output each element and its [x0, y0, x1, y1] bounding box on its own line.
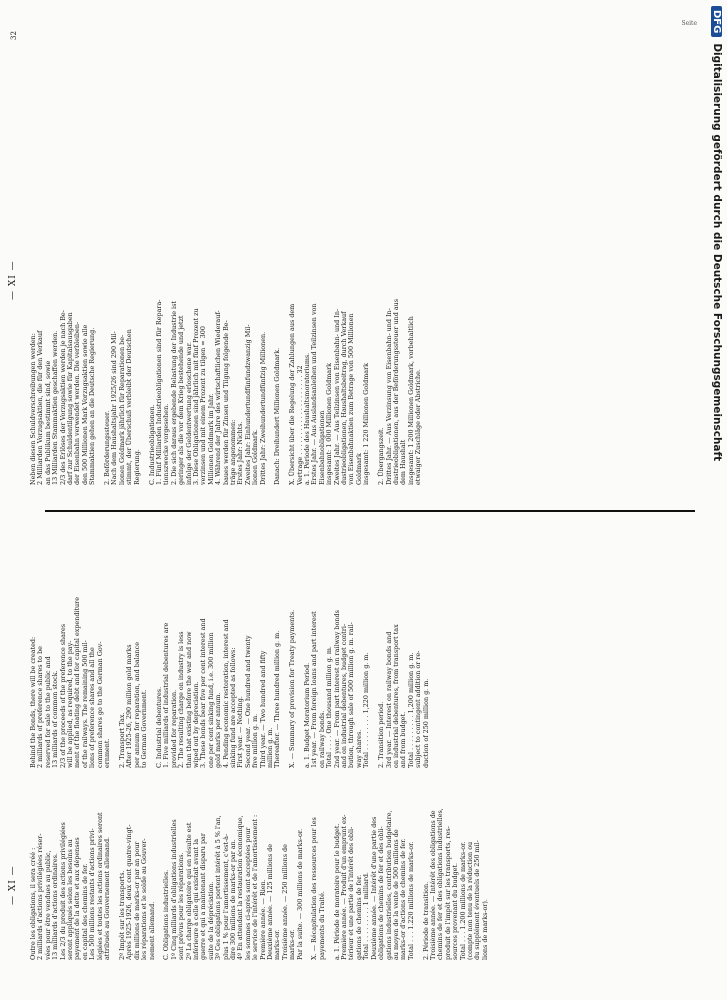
french-line: X. — Récapitulation des ressources pour les	[310, 817, 319, 960]
english-line: C. Industrial debentures.	[154, 686, 163, 768]
english-line: and on industrial debentures, budget contri-	[340, 623, 349, 768]
french-line: nement allemand.	[147, 901, 156, 960]
english-line: reserved for sale to the public and	[43, 656, 52, 768]
french-line: Total . . . . . . . . . 1 milliard.	[362, 872, 371, 960]
french-line: Deuxième année. — 125 millions de	[266, 843, 274, 960]
german-line: der Eisenbahn verwendet werden. Die verbleiben-	[73, 321, 82, 485]
english-line: one per cent sinking fund, i.e. 300 million	[206, 632, 215, 768]
english-line: 1. Five milliards of industrial debentures are	[162, 622, 171, 768]
french-line: marks-or.	[288, 929, 297, 960]
german-line: 2/3 des Erlöses der Vorzugsaktien werden je nach Be-	[58, 310, 67, 485]
french-column	[30, 780, 489, 960]
english-line: Third year. — Two hundred and fifty	[258, 650, 267, 768]
german-line: dustrieobligationen, aus der Beförderungssteuer und aus	[391, 298, 400, 485]
german-line: etwaiger Zuschläge oder Abstriche.	[414, 369, 423, 485]
german-line: dustrieobligationen, Haushaltsbeitrag, durch Verkauf	[340, 311, 349, 485]
french-line: gations de chemins de fer.	[354, 874, 363, 960]
french-line: sont prévus pour les réparations.	[177, 852, 186, 960]
french-line: guerre et qui a maintenant disparu par	[199, 833, 208, 960]
sidebar-credit	[703, 6, 723, 996]
french-line: en capital des chemins de fer.	[80, 863, 89, 960]
german-line: baues werden für Zinsen und Tilgung folgende Be-	[221, 320, 230, 485]
french-line: 2 milliards d'actions privilégiées réser-	[36, 833, 45, 960]
english-line: Total . . . . . . . . . 1,200 million g. m.	[406, 652, 415, 768]
german-line	[371, 45, 378, 485]
english-line: duction of 250 million g. m.	[421, 678, 430, 768]
german-line: 3. Diese Obligationen sind jährlich mit fünf Prozent zu	[191, 308, 200, 485]
english-line: 13 milliards of common stock.	[51, 670, 60, 768]
english-line: to German Government.	[140, 689, 149, 768]
french-line: légiées et toutes les actions ordinaires seront	[95, 812, 104, 960]
english-line: Total . . . . One thousand million g. m.	[325, 646, 334, 768]
german-line: Erstes Jahr: Nichts.	[236, 421, 245, 485]
french-line: gations industrielles, contribution budgétaire,	[384, 810, 393, 960]
german-line: Danach: Dreihundert Millionen Goldmark.	[273, 347, 282, 485]
german-line: Zweites Jahr. — Aus Teilzinsen von Eisenbahn- und In-	[332, 308, 341, 485]
english-line: than that existing before the war and now	[184, 631, 193, 768]
french-line: Troisième année. — Intérêt des obligations de	[428, 810, 437, 960]
french-line: inférieure à celle qui existait avant la	[191, 838, 200, 960]
french-line: du supplément éventuels de 250 mil-	[473, 840, 482, 960]
german-line: 1. Fünf Milliarden Industrieobligationen sind für Repara-	[154, 299, 163, 485]
french-line: térieur et une partie de l'intérêt des obli-	[347, 826, 356, 960]
french-line: Première année. — Rien.	[258, 879, 267, 960]
german-line: insgesamt: 1 200 Millionen Goldmark, vorbehaltlich	[406, 316, 415, 485]
german-line: C. Industrieobligationen.	[147, 404, 156, 485]
english-line: 1st year. — From foreign loans and part interest	[310, 611, 319, 768]
german-line: 4. Während der Jahre des wirtschaftlichen Wiederauf-	[214, 310, 223, 485]
english-line: bution, through sale of 500 million g. m. rail-	[347, 622, 356, 768]
french-line: dix millions de marks-or par an pour	[132, 841, 141, 960]
german-line: insgesamt: 1 220 Millionen Goldmark	[362, 362, 371, 485]
french-line: au moyen de la vente de 500 millions de	[391, 829, 400, 960]
french-line: dire 300 millions de marks-or par an.	[228, 839, 237, 960]
french-line: chemins de fer et des obligations industrielles,	[436, 808, 445, 960]
french-line: lions de marks-or).	[480, 899, 489, 960]
french-line: 2º La charge obligatoire qui en résulte est	[184, 822, 193, 960]
french-line: (compte non tenu de la réduction ou	[465, 841, 474, 960]
english-line: 2nd year. — From part interest on railway bonds	[332, 610, 341, 768]
dfg-credit-text: Digitalisierung gefördert durch die Deutsche Forschungsgemeinschaft	[711, 43, 723, 462]
english-line: wiped out by depreciation.	[191, 681, 200, 768]
german-line: Nach dem Haushaltsjahr 1925/26 sind 290 Mil-	[110, 331, 119, 485]
corner-label: Seite	[681, 20, 697, 27]
french-line: 4º En attendant la restauration économique,	[236, 815, 245, 960]
french-line: marks-or.	[273, 929, 282, 960]
french-line: attribués au Gouvernement allemand.	[103, 836, 112, 960]
french-line: a. 1. Période de moratoire pour le budget.	[332, 823, 341, 960]
french-line: seront appliqués selon les besoins au	[66, 839, 75, 960]
german-line: Zweites Jahr: Einhundertundfünfundzwanzig Mil-	[243, 324, 252, 485]
english-line: ernment.	[103, 738, 112, 768]
right-running-head: — XI —	[8, 260, 18, 300]
french-line: payements du Traité.	[317, 891, 326, 960]
german-line: lionen Goldmark.	[251, 429, 260, 485]
german-line: 13 Milliarden Stammaktien geschaffen werden.	[51, 330, 60, 485]
german-line: Stammaktien gehen an die Deutsche Regierung.	[88, 327, 97, 485]
french-line: Troisième année. — 250 millions de	[280, 844, 289, 960]
german-line: verzinsen und mit einem Prozent zu tilgen = 300	[199, 326, 208, 485]
french-line: Les 2/3 du produit des actions privilégiées	[58, 822, 67, 960]
french-line: 1º Cinq milliards d'obligations industrielles	[169, 819, 178, 960]
german-line: 2. Beförderungssteuer.	[103, 410, 112, 485]
english-line: of the railways. The remaining 500 mil-	[80, 640, 89, 768]
english-line: a. 1. Budget Moratorium Period.	[303, 662, 312, 768]
german-line: von Eisenbahnaktien zum Betrage von 500 Millionen	[347, 313, 356, 485]
french-line: sources provenant du budget.	[451, 862, 460, 960]
page-divider	[45, 510, 695, 512]
french-line: 13 milliards d'actions ordinaires.	[51, 853, 60, 960]
french-line: vées pour être vendues au public,	[43, 850, 52, 960]
german-line: Vertrage . . . . . . . . . . . . . . . . . . . . 32	[295, 365, 304, 485]
german-line: X. Übersicht über die Regelung der Zahlungen aus dem	[288, 303, 297, 485]
english-line: on industrial debentures, from transport tax	[391, 624, 400, 768]
english-line: provided for reparation.	[169, 689, 178, 768]
english-line: 3rd year. — Interest on railway bonds and	[384, 631, 393, 768]
english-line: and from budget.	[399, 711, 408, 768]
english-line: 2. The resulting charge on industry is less	[177, 631, 186, 768]
english-line: 2. Transition period.	[377, 701, 386, 768]
english-line: Total . . . . . . . . . 1,220 million g. m.	[362, 652, 371, 768]
german-line: Regierung.	[132, 449, 141, 485]
german-line: infolge der Geldentwertung erloschene war.	[184, 341, 193, 485]
english-line: ment of the floating debt and for capital expenditure	[73, 597, 82, 768]
english-line: 2. Transport Tax.	[117, 712, 126, 768]
french-line: C. Obligations industrielles.	[162, 869, 171, 960]
french-line: Total . . . 1.200 millions de marks-or.	[458, 841, 467, 960]
german-line: den 500 Millionen Mark Vorzugsaktien sowie alle	[80, 324, 89, 485]
english-line: Behind the Bonds, there will be created:	[29, 636, 37, 768]
french-line: suite de la dépréciation.	[206, 881, 215, 960]
english-line: Thereafter. — Three hundred million g. m.	[273, 630, 282, 768]
french-line: les sommes ci-après sont acceptées pour	[243, 827, 252, 960]
english-line: will be applied, as required, to the pay-	[66, 640, 75, 768]
page-number: 32	[10, 31, 18, 40]
english-line: 2 milliards of preference shares to be	[36, 646, 45, 768]
english-line: X. — Summary of provision for Treaty payments.	[288, 609, 297, 768]
english-line: five million g. m.	[251, 713, 260, 768]
french-line: produit de l'impôt sur les transports, res-	[443, 826, 452, 960]
french-line: Première année. — Produit d'un emprunt ex-	[340, 814, 349, 960]
german-line: stimmt, der Überschuß verbleibt der Deutschen	[125, 329, 134, 485]
french-line: 2. Période de transition.	[421, 881, 430, 960]
german-line: geringer als die vor dem Krieg bestehende und jetzt	[177, 315, 186, 485]
german-line: Neben diesen Schuldverschreibungen werden:	[29, 333, 37, 485]
french-line: Par la suite. — 300 millions de marks-or.	[295, 828, 304, 960]
english-line: 4. Pending economic restoration, interest and	[221, 619, 230, 768]
english-line: Second year. — One hundred and twenty	[243, 635, 252, 768]
german-line: Drittes Jahr. — Aus Verzinsung von Eisenbahn- und In-	[384, 308, 393, 485]
german-column	[30, 45, 423, 485]
english-line: million g. m.	[266, 727, 274, 768]
german-line: darf zur Schuldentilgung sowie für Kapitalsausgaben	[66, 312, 75, 485]
french-line: plus 1 % pour l'amortissement, c'est-à-	[221, 833, 230, 960]
german-line: lionen Goldmark jährlich für Reparationen be-	[117, 334, 126, 485]
german-line: 2. Die sich daraus ergebende Belastung der Industrie ist	[169, 301, 178, 485]
french-line: marks-or d'actions de chemins de fer.	[399, 838, 408, 960]
german-line: Eisenbahnobligationen	[317, 410, 326, 485]
german-line: a. 1. Periode des Haushaltsmoratoriums.	[303, 352, 312, 485]
english-line: 3. These bonds bear five per cent interest and	[199, 618, 208, 768]
left-running-head: — XI —	[8, 865, 18, 905]
english-column	[30, 558, 430, 768]
french-line: le service de l'intérêt et de l'amortissement :	[251, 814, 260, 960]
french-line: obligations de chemins de fer et des obli-	[377, 826, 386, 960]
french-line: Après 1925-1926, deux cent quatre-vingt-	[125, 824, 134, 960]
german-line: träge angenommen:	[228, 419, 237, 485]
german-line: tionszwecke vorgesehen.	[162, 403, 171, 485]
french-line: Total . . . 1.220 millions de marks-or.	[406, 841, 415, 960]
french-line: Les 500 millions restants d'actions privi-	[88, 828, 97, 960]
french-line: 3º Ces obligations portent intérêt à 5 % l'an,	[214, 815, 223, 960]
english-line: 2/3 of the proceeds of the preference shares	[58, 623, 67, 768]
english-line: sinking fund are accepted as follows:	[228, 647, 237, 768]
english-line: lions of preference shares and all the	[88, 647, 97, 768]
english-line: First year. — Nothing.	[236, 696, 245, 768]
german-line: dem Haushalt	[399, 439, 408, 485]
dfg-logo: DFG	[711, 6, 722, 37]
french-line: 2º Impôt sur les transports.	[117, 870, 126, 960]
english-line: gold marks per annum.	[214, 692, 223, 768]
english-line: per annum for reparation, and balance	[132, 641, 141, 768]
german-line: an das Publikum bestimmt sind, sowie	[43, 360, 52, 485]
german-line: 2 Milliarden Vorzugsaktien, die für den Verkauf	[36, 330, 45, 485]
english-line: common shares go to the German Gov-	[95, 641, 104, 768]
english-line: way shares.	[354, 729, 363, 768]
french-line: Outre les obligations, il sera créé :	[29, 847, 37, 960]
english-line: on railway bonds.	[317, 710, 326, 768]
english-line: subject to contingent addition or re-	[414, 650, 423, 768]
german-line: Erstes Jahr. — Aus Auslandsanleihen und Teilzinsen von	[310, 303, 319, 485]
french-line: les réparations et le solde au Gouver-	[140, 838, 149, 960]
german-line: insgesamt: 1 000 Millionen Goldmark	[325, 362, 334, 485]
french-line: payement de la dette et aux dépenses	[73, 837, 82, 960]
german-line: Drittes Jahr: Zweihundertundfünfzig Millionen.	[258, 331, 267, 485]
german-line: 2. Übergangszeit.	[377, 427, 386, 485]
german-line: Millionen Goldmark im Jahr.	[206, 393, 215, 485]
german-line: Goldmark	[354, 453, 363, 485]
french-line: Deuxième année. — Intérêt d'une partie des	[369, 816, 378, 960]
english-line: After 1925-26, 290 million gold marks	[125, 644, 134, 768]
